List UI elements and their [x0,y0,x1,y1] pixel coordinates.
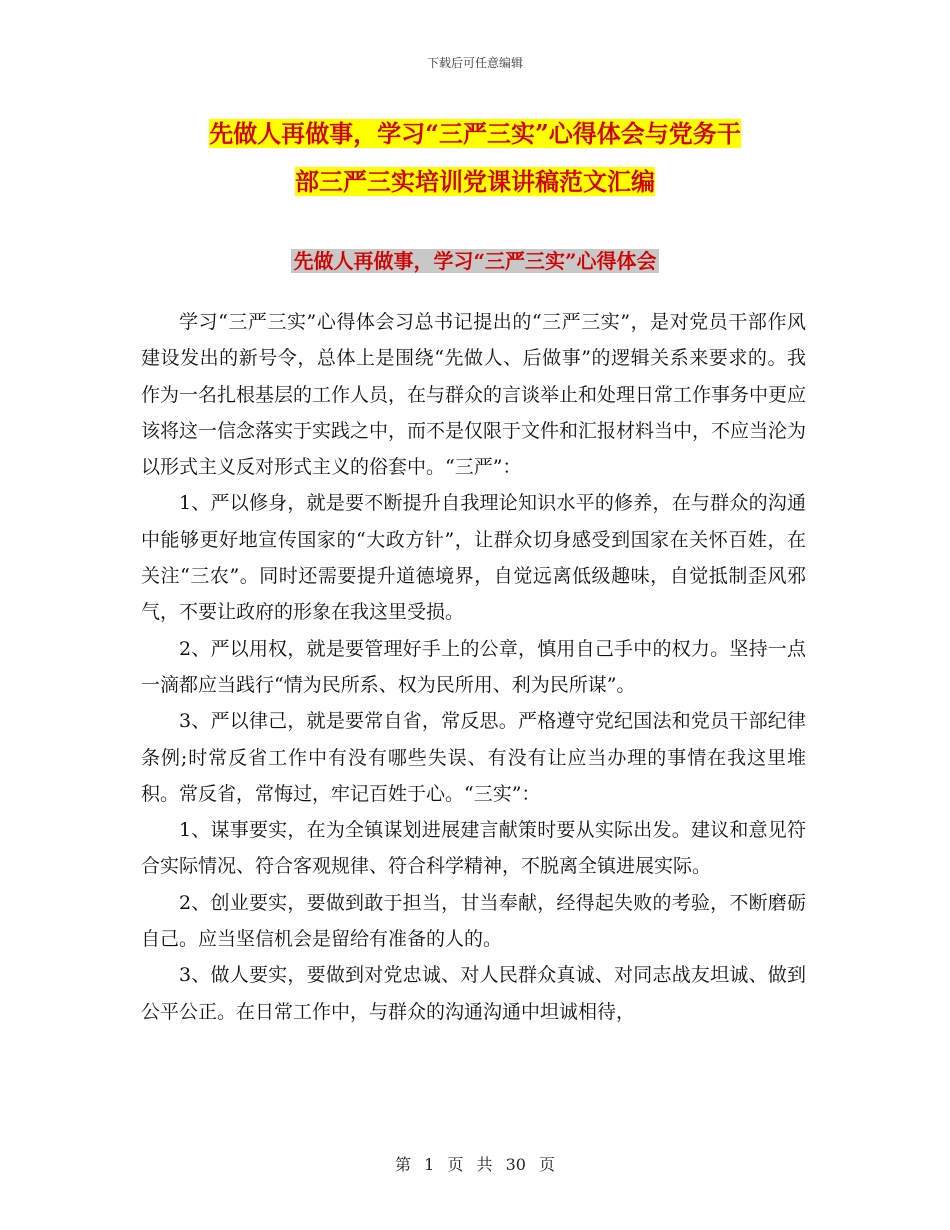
footer-suffix: 页 [539,1155,556,1174]
title-line-2: 部三严三实培训党课讲稿范文汇编 [295,167,655,196]
paragraph: 3、严以律己，就是要常自省，常反思。严格遵守党纪国法和党员干部纪律条例;时常反省工作中有没有哪些失误、有没有让应当办理的事情在我这里堆积。常反省，常悔过，牢记百姓于心。“三实”： [141,710,806,805]
page-footer [0,1152,950,1175]
section-title-text: 先做人再做事，学习“三严三实”心得体会 [293,249,657,273]
paragraph: 3、做人要实，要做到对党忠诚、对人民群众真诚、对同志战友坦诚、做到公平公正。在日常工作中，与群众的沟通沟通中坦诚相待， [141,964,806,1023]
paragraph: 学习“三严三实”心得体会习总书记提出的“三严三实”，是对党员干部作风建设发出的新号令，总体上是围绕“先做人、后做事”的逻辑关系来要求的。我作为一名扎根基层的工作人员，在与群众的言谈举止和处理日常工作事务中更应该将这一信念落实于实践之中，而不是仅限于文件和汇报材料当中，不应当沦为以形式主义反对形式主义的俗套中。“三严”： [141,311,807,479]
title-line-1: 先做人再做事，学习“三严三实”心得体会与党务干 [209,119,741,148]
paragraph: 2、严以用权，就是要管理好手上的公章，慎用自己手中的权力。坚持一点一滴都应当践行“情为民所系、权为民所用、利为民所谋”。 [141,637,806,696]
body-text [141,304,806,1030]
header-note: 下载后可任意编辑 [426,56,523,70]
paragraph: 1、谋事要实，在为全镇谋划进展建言献策时要从实际出发。建议和意见符合实际情况、符合客观规律、符合科学精神，不脱离全镇进展实际。 [141,819,806,878]
footer-prefix: 第 [394,1155,411,1174]
footer-total-word: 共 [476,1155,493,1174]
page-number: 1 [424,1155,435,1174]
section-title [0,245,950,277]
page-total: 30 [505,1155,526,1174]
document-title [140,110,810,206]
paragraph: 2、创业要实，要做到敢于担当，甘当奉献，经得起失败的考验，不断磨砺自己。应当坚信机会是留给有准备的人的。 [141,891,806,951]
footer-page-word: 页 [447,1155,464,1174]
paragraph: 1、严以修身，就是要不断提升自我理论知识水平的修养，在与群众的沟通中能够更好地宣传国家的“大政方针”，让群众切身感受到国家在关怀百姓，在关注“三农”。同时还需要提升道德境界，自觉远离低级趣味，自觉抵制歪风邪气，不要让政府的形象在我这里受损。 [141,492,806,624]
